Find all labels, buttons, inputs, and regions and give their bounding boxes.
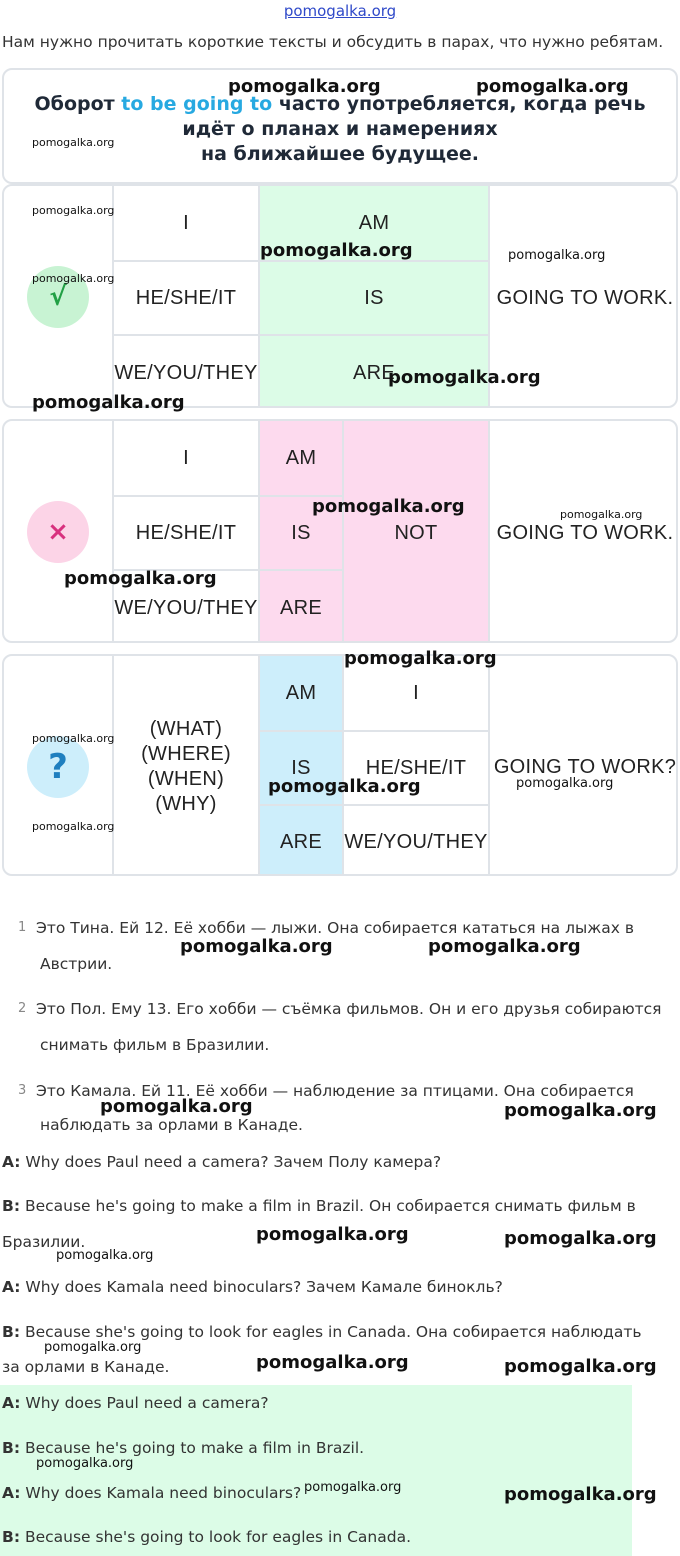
- dialog-text: Why does Paul need a camera? Зачем Полу камера?: [20, 1153, 442, 1171]
- speaker-label: A:: [2, 1484, 21, 1502]
- answer-line: [2, 1528, 411, 1546]
- answer-text: Because she's going to look for eagles in Canada.: [20, 1528, 411, 1546]
- subject-cell: HE/SHE/IT: [112, 495, 258, 569]
- watermark: pomogalka.org: [32, 392, 185, 413]
- verb-cell: ARE: [258, 804, 342, 876]
- rule-title: [4, 92, 676, 167]
- answer-line: [2, 1484, 301, 1502]
- title-highlight: to be going to: [121, 93, 273, 115]
- title-line-2: идёт о планах и намерениях: [182, 118, 498, 140]
- dialog-continuation: Бразилии.: [2, 1233, 86, 1251]
- watermark: pomogalka.org: [44, 1340, 142, 1355]
- sentence-line: наблюдать за орлами в Канаде.: [40, 1116, 303, 1134]
- title-part: часто употребляется, когда речь: [272, 93, 646, 115]
- verb-cell: AM: [258, 421, 342, 495]
- negative-form-card: [2, 419, 678, 643]
- subject-cell: HE/SHE/IT: [112, 260, 258, 334]
- watermark: pomogalka.org: [312, 496, 465, 517]
- intro-text: Нам нужно прочитать короткие тексты и обсудить в парах, что нужно ребятам.: [2, 33, 664, 51]
- watermark: pomogalka.org: [32, 732, 115, 745]
- subject-cell: HE/SHE/IT: [342, 730, 488, 804]
- sentence-number: 1: [18, 920, 27, 935]
- watermark: pomogalka.org: [32, 272, 115, 285]
- question-form-card: [2, 654, 678, 876]
- tail-cell: GOING TO WORK.: [488, 186, 678, 408]
- cross-icon: [27, 501, 89, 563]
- title-line-3: на ближайшее будущее.: [200, 143, 480, 165]
- header-watermark-link[interactable]: pomogalka.org: [283, 2, 397, 20]
- speaker-label: A:: [2, 1153, 21, 1171]
- dialog-text: Why does Kamala need binoculars? Зачем Камале бинокль?: [20, 1278, 503, 1296]
- wh-word: (WHY): [155, 793, 217, 815]
- dialog-text: Because she's going to look for eagles in Canada. Она собирается наблюдать: [20, 1323, 642, 1341]
- verb-cell: IS: [258, 495, 342, 569]
- speaker-label: B:: [2, 1528, 21, 1546]
- verb-cell: IS: [258, 260, 488, 334]
- watermark: pomogalka.org: [476, 76, 629, 97]
- dialog-line: [2, 1278, 503, 1296]
- watermark: pomogalka.org: [36, 1456, 134, 1471]
- watermark: pomogalka.org: [260, 240, 413, 261]
- dialog-line: [2, 1153, 441, 1171]
- check-symbol: √: [49, 282, 67, 312]
- watermark: pomogalka.org: [516, 776, 614, 791]
- subject-cell: I: [342, 656, 488, 730]
- watermark: pomogalka.org: [388, 367, 541, 388]
- answer-text: Why does Kamala need binoculars?: [20, 1484, 302, 1502]
- speaker-label: B:: [2, 1197, 21, 1215]
- sentence-line: Австрии.: [40, 955, 113, 973]
- watermark: pomogalka.org: [32, 820, 115, 833]
- dialog-line: [2, 1197, 636, 1215]
- watermark: pomogalka.org: [504, 1484, 657, 1505]
- answer-line: [2, 1439, 364, 1457]
- dialog-line: [2, 1323, 642, 1341]
- dialog-continuation: за орлами в Канаде.: [2, 1358, 170, 1376]
- question-symbol: ?: [48, 747, 68, 787]
- wh-word: (WHERE): [141, 743, 231, 765]
- watermark: pomogalka.org: [228, 76, 381, 97]
- answer-text: Why does Paul need a camera?: [20, 1394, 269, 1412]
- subject-cell: WE/YOU/THEY: [112, 569, 258, 643]
- watermark: pomogalka.org: [344, 648, 497, 669]
- sentence-number: 3: [18, 1083, 27, 1098]
- watermark: pomogalka.org: [256, 1224, 409, 1245]
- positive-form-card: [2, 184, 678, 408]
- watermark: pomogalka.org: [268, 776, 421, 797]
- sentence-line: Это Пол. Ему 13. Его хобби — съёмка фильмов. Он и его друзья собираются: [36, 1000, 662, 1018]
- tail-cell: GOING TO WORK.: [488, 421, 678, 643]
- verb-cell: IS: [258, 730, 342, 804]
- subject-cell: WE/YOU/THEY: [112, 334, 258, 408]
- watermark: pomogalka.org: [508, 248, 606, 263]
- watermark: pomogalka.org: [32, 136, 115, 149]
- wh-words-cell: [112, 656, 258, 876]
- watermark: pomogalka.org: [100, 1096, 253, 1117]
- title-part: Оборот: [34, 93, 122, 115]
- cross-symbol: ×: [47, 517, 69, 547]
- sentence-line: снимать фильм в Бразилии.: [40, 1036, 270, 1054]
- watermark: pomogalka.org: [32, 204, 115, 217]
- watermark: pomogalka.org: [504, 1356, 657, 1377]
- wh-word: (WHAT): [149, 718, 223, 740]
- verb-cell: ARE: [258, 569, 342, 643]
- subject-cell: WE/YOU/THEY: [342, 804, 488, 876]
- wh-word: (WHEN): [147, 768, 225, 790]
- sentence-2: [18, 991, 666, 1063]
- watermark: pomogalka.org: [180, 936, 333, 957]
- verb-cell: ARE: [258, 334, 488, 408]
- speaker-label: B:: [2, 1323, 21, 1341]
- watermark: pomogalka.org: [256, 1352, 409, 1373]
- sentence-line: Это Тина. Ей 12. Её хобби — лыжи. Она собирается кататься на лыжах в: [36, 919, 634, 937]
- speaker-label: A:: [2, 1394, 21, 1412]
- watermark: pomogalka.org: [64, 568, 217, 589]
- watermark: pomogalka.org: [504, 1228, 657, 1249]
- verb-cell: AM: [258, 186, 488, 260]
- verb-cell: AM: [258, 656, 342, 730]
- watermark: pomogalka.org: [428, 936, 581, 957]
- sentence-number: 2: [18, 1001, 27, 1016]
- answer-line: [2, 1394, 269, 1412]
- dialog-text: Because he's going to make a film in Brazil. Он собирается снимать фильм в: [20, 1197, 636, 1215]
- question-icon: [27, 736, 89, 798]
- watermark: pomogalka.org: [56, 1248, 154, 1263]
- sentence-line: Это Камала. Ей 11. Её хобби — наблюдение за птицами. Она собирается: [36, 1082, 634, 1100]
- tail-cell: GOING TO WORK?: [488, 656, 678, 876]
- answer-text: Because he's going to make a film in Brazil.: [20, 1439, 365, 1457]
- watermark: pomogalka.org: [304, 1480, 402, 1495]
- watermark: pomogalka.org: [504, 1100, 657, 1121]
- subject-cell: I: [112, 186, 258, 260]
- subject-cell: I: [112, 421, 258, 495]
- not-cell: NOT: [342, 421, 488, 643]
- speaker-label: A:: [2, 1278, 21, 1296]
- speaker-label: B:: [2, 1439, 21, 1457]
- watermark: pomogalka.org: [560, 508, 643, 521]
